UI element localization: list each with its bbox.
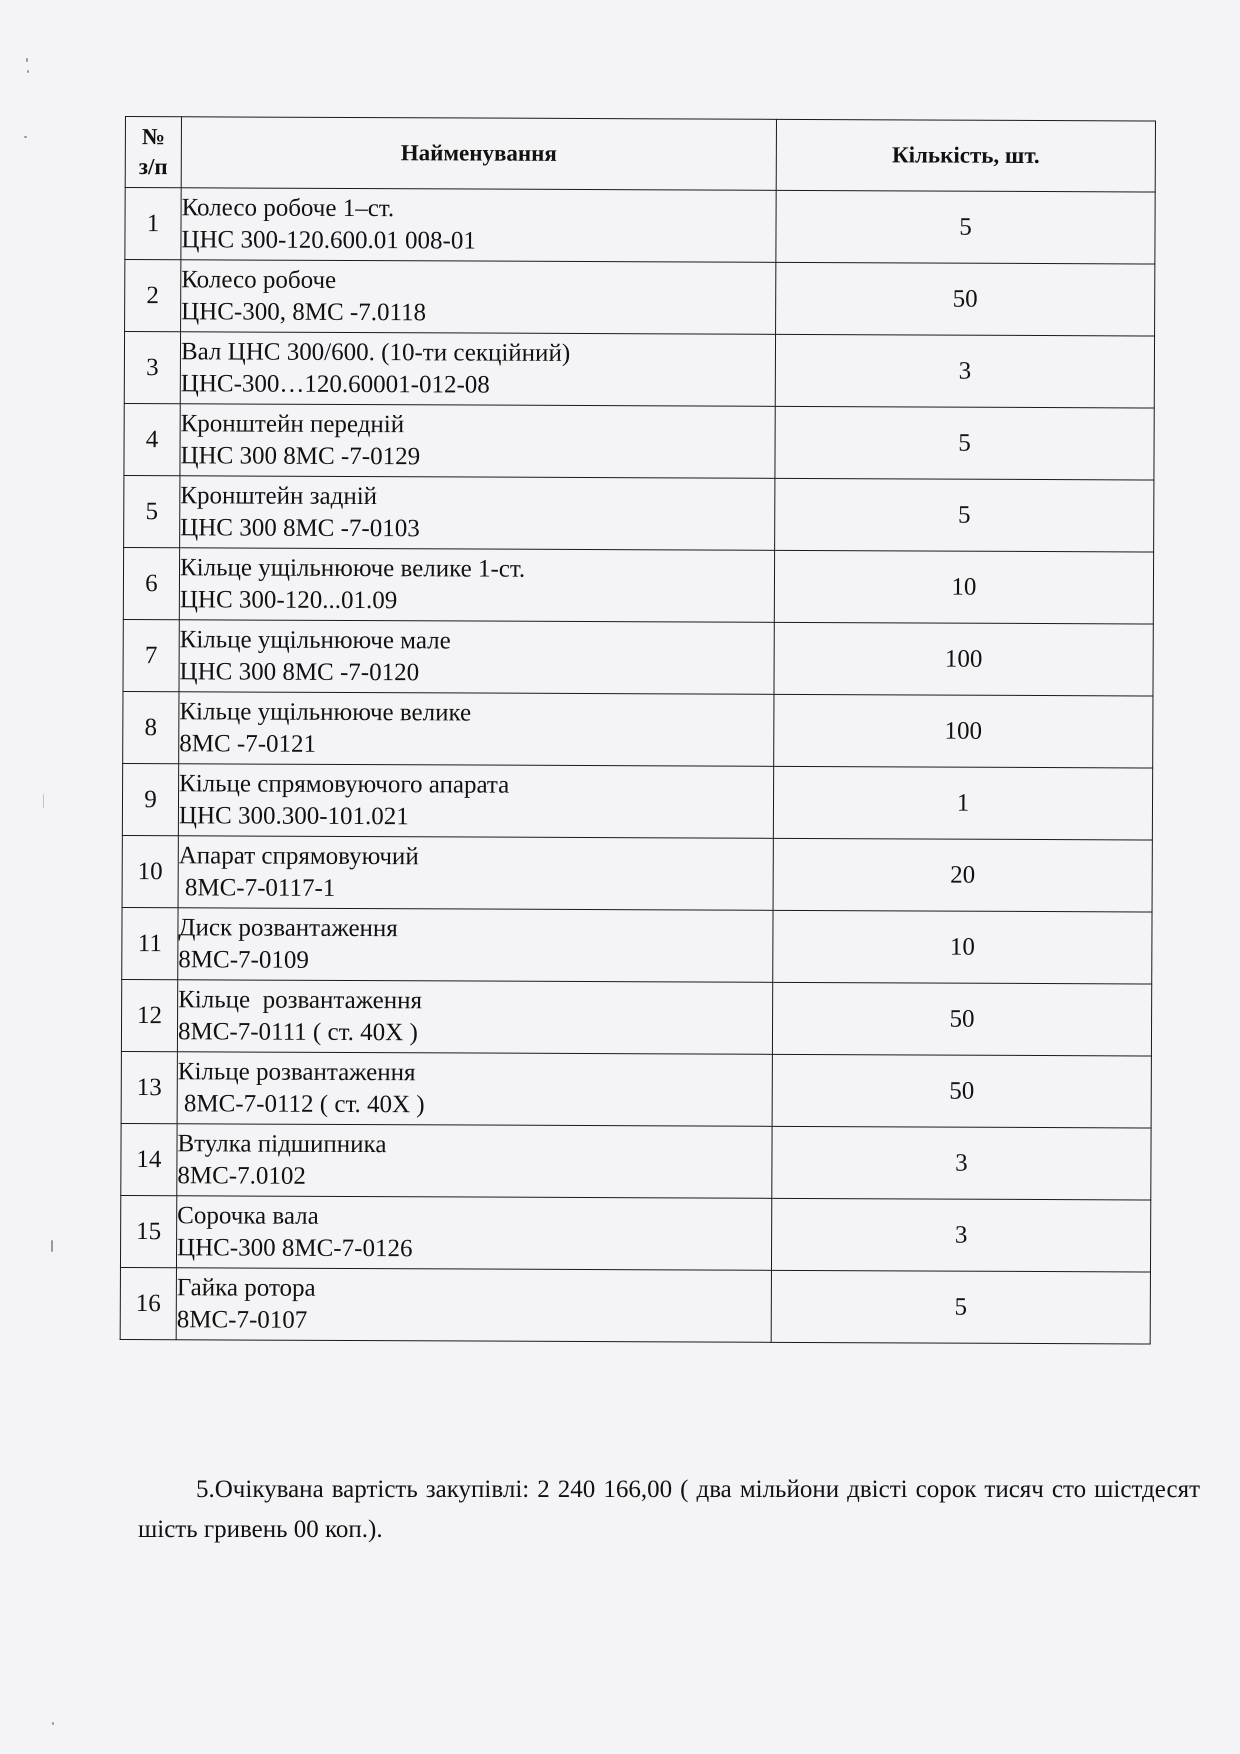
row-number: 3 bbox=[124, 332, 180, 404]
table-header-row bbox=[125, 117, 1155, 192]
row-quantity: 3 bbox=[772, 1126, 1151, 1200]
row-number: 9 bbox=[122, 763, 178, 835]
row-name-line: ЦНС-300 8МС-7-0126 bbox=[177, 1233, 413, 1262]
row-quantity: 20 bbox=[773, 838, 1152, 912]
table-row bbox=[121, 1123, 1151, 1199]
row-name bbox=[178, 908, 773, 983]
row-name-line: ЦНС 300.300-101.021 bbox=[178, 801, 409, 830]
row-name bbox=[179, 548, 774, 623]
row-name-line: 8МС-7-0117-1 bbox=[178, 873, 336, 902]
row-name bbox=[176, 1268, 771, 1343]
row-name-line: Сорочка вала bbox=[177, 1201, 319, 1230]
table-row bbox=[124, 332, 1154, 408]
row-name bbox=[177, 1124, 772, 1199]
row-name-line: ЦНС-300…120.60001-012-08 bbox=[180, 369, 490, 399]
row-number: 10 bbox=[122, 835, 178, 907]
row-name-line: Кронштейн задній bbox=[180, 481, 378, 510]
table-row bbox=[121, 979, 1151, 1055]
row-name-line: Диск розвантаження bbox=[178, 913, 398, 942]
row-quantity: 5 bbox=[771, 1270, 1150, 1344]
row-name-line: Колесо робоче bbox=[181, 265, 337, 294]
row-name-line: 8МС-7.0102 bbox=[177, 1161, 306, 1190]
table-row bbox=[125, 260, 1155, 336]
row-name-line: ЦНС 300 8МС -7-0120 bbox=[179, 657, 420, 686]
row-name bbox=[176, 1196, 771, 1271]
row-name bbox=[178, 836, 773, 911]
table-row bbox=[120, 1267, 1150, 1343]
row-name-line: ЦНС 300-120...01.09 bbox=[179, 585, 398, 614]
row-name bbox=[177, 1052, 772, 1127]
row-quantity: 100 bbox=[774, 622, 1153, 696]
table-row bbox=[122, 835, 1152, 911]
row-name bbox=[181, 260, 776, 335]
row-quantity: 10 bbox=[774, 550, 1153, 624]
row-number: 4 bbox=[124, 403, 180, 475]
row-name-line: Кільце ущільнююче велике 1-ст. bbox=[179, 553, 526, 583]
row-name-line: Апарат спрямовуючий bbox=[178, 841, 419, 870]
row-name bbox=[180, 332, 775, 407]
row-name-line: ЦНС 300 8МС -7-0129 bbox=[180, 441, 421, 470]
row-number: 13 bbox=[121, 1051, 177, 1123]
row-quantity: 100 bbox=[774, 694, 1153, 768]
row-number: 15 bbox=[120, 1195, 176, 1267]
row-name-line: 8МС -7-0121 bbox=[179, 729, 317, 758]
row-name-line: Кільце розвантаження bbox=[177, 1057, 416, 1086]
procurement-items-table bbox=[120, 116, 1156, 1344]
row-quantity: 50 bbox=[772, 982, 1151, 1056]
row-quantity: 1 bbox=[773, 766, 1152, 840]
row-name-line: ЦНС 300-120.600.01 008-01 bbox=[181, 225, 476, 255]
row-name-line: Втулка підшипника bbox=[177, 1129, 387, 1158]
row-name-line: Колесо робоче 1–ст. bbox=[181, 193, 395, 222]
row-number: 1 bbox=[125, 188, 181, 260]
table-row bbox=[123, 691, 1153, 767]
row-name bbox=[179, 692, 774, 767]
row-number: 8 bbox=[123, 691, 179, 763]
row-name-line: Кільце розвантаження bbox=[178, 985, 423, 1014]
row-name-line: Кільце ущільнююче мале bbox=[179, 625, 451, 654]
row-name-line: 8МС-7-0111 ( ст. 40Х ) bbox=[177, 1017, 418, 1046]
row-name-line: Вал ЦНС 300/600. (10-ти секційний) bbox=[180, 337, 571, 367]
row-number: 12 bbox=[121, 979, 177, 1051]
row-name-line: 8МС-7-0109 bbox=[178, 945, 309, 974]
row-quantity: 5 bbox=[776, 190, 1155, 264]
row-name-line: ЦНС 300 8МС -7-0103 bbox=[180, 513, 420, 542]
table-row bbox=[125, 188, 1155, 264]
row-name-line: Кільце ущільнююче велике bbox=[179, 697, 472, 727]
row-quantity: 50 bbox=[776, 262, 1155, 336]
row-name-line: Гайка ротора bbox=[176, 1273, 316, 1302]
row-name bbox=[179, 620, 774, 695]
row-name bbox=[178, 764, 773, 839]
row-name bbox=[180, 404, 775, 479]
header-number: № з/п bbox=[125, 117, 181, 188]
row-name-line: 8МС-7-0107 bbox=[176, 1305, 308, 1334]
header-name: Найменування bbox=[181, 117, 776, 191]
row-quantity: 3 bbox=[775, 334, 1154, 408]
row-quantity: 10 bbox=[773, 910, 1152, 984]
row-name bbox=[177, 980, 772, 1055]
row-number: 16 bbox=[120, 1267, 176, 1339]
table-row bbox=[123, 619, 1153, 695]
row-quantity: 5 bbox=[775, 478, 1154, 552]
row-quantity: 50 bbox=[772, 1054, 1151, 1128]
row-name-line: ЦНС-300, 8МС -7.0118 bbox=[181, 297, 427, 326]
row-quantity: 5 bbox=[775, 406, 1154, 480]
row-quantity: 3 bbox=[771, 1198, 1150, 1272]
table-row bbox=[121, 1051, 1151, 1127]
table-row bbox=[124, 475, 1154, 551]
row-number: 14 bbox=[121, 1123, 177, 1195]
row-number: 6 bbox=[123, 547, 179, 619]
table-row bbox=[122, 907, 1152, 983]
row-number: 7 bbox=[123, 619, 179, 691]
row-name bbox=[181, 188, 776, 263]
table-row bbox=[122, 763, 1152, 839]
table-row bbox=[123, 547, 1153, 623]
table-row bbox=[124, 403, 1154, 479]
row-name-line: 8МС-7-0112 ( ст. 40Х ) bbox=[177, 1089, 425, 1118]
row-number: 5 bbox=[124, 475, 180, 547]
row-name-line: Кільце спрямовуючого апарата bbox=[179, 769, 510, 799]
row-number: 11 bbox=[122, 907, 178, 979]
row-name bbox=[180, 476, 775, 551]
header-quantity: Кількість, шт. bbox=[776, 119, 1155, 192]
expected-cost-paragraph: 5.Очікувана вартість закупівлі: 2 240 166,00 ( два мільйони двісті сорок тисяч сто шістдесят шість гривень 00 коп.). bbox=[138, 1476, 1200, 1543]
table-row bbox=[120, 1195, 1150, 1271]
table-body bbox=[120, 188, 1155, 1344]
row-number: 2 bbox=[125, 260, 181, 332]
row-name-line: Кронштейн передній bbox=[180, 409, 405, 438]
